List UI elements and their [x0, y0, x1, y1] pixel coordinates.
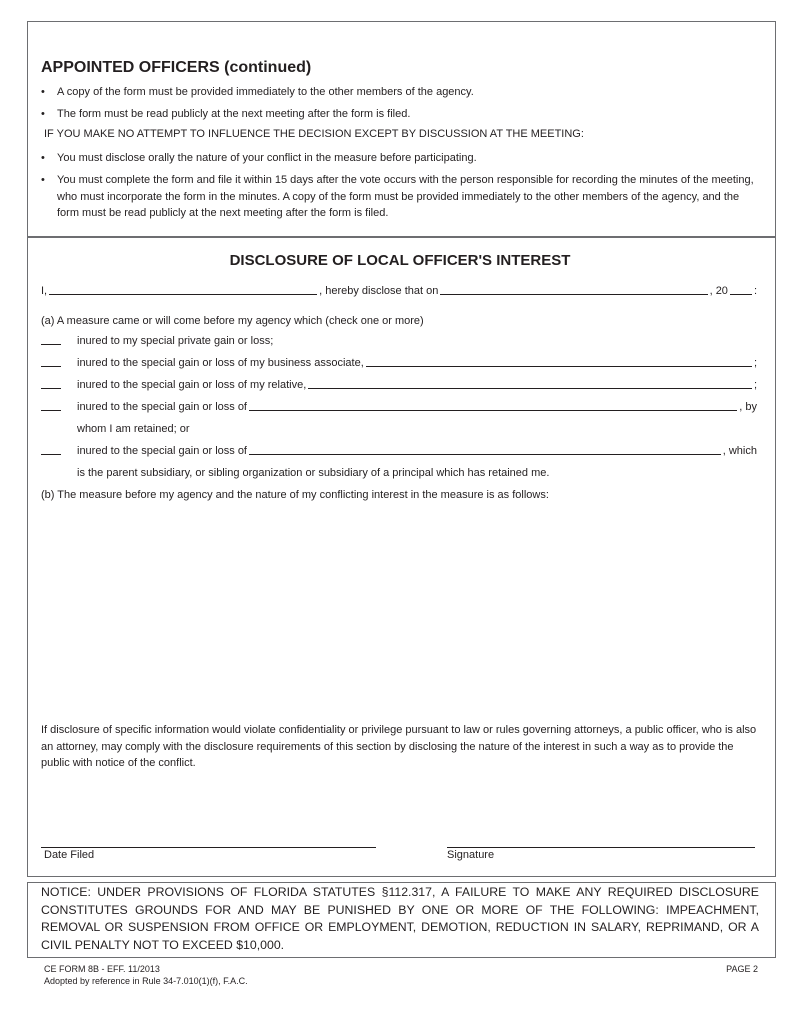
date-field[interactable] [440, 293, 707, 295]
bullet-item: • A copy of the form must be provided immediately to the other members of the agency. [41, 86, 474, 98]
option-checkbox[interactable] [41, 453, 61, 455]
business-associate-field[interactable] [366, 365, 752, 367]
date-filed-label: Date Filed [44, 849, 95, 861]
name-field[interactable] [49, 293, 317, 295]
parent-organization-field[interactable] [249, 453, 721, 455]
retained-by-field[interactable] [249, 409, 737, 411]
appointed-officers-title: APPOINTED OFFICERS (continued) [41, 59, 312, 76]
date-filed-line[interactable] [41, 847, 376, 848]
option-row: inured to the special gain or loss of , which [41, 445, 757, 457]
relative-field[interactable] [308, 387, 752, 389]
option-row: inured to the special gain or loss of , by [41, 401, 757, 413]
option-checkbox[interactable] [41, 365, 61, 367]
form-id: CE FORM 8B - EFF. 11/2013 [44, 964, 160, 974]
option-checkbox[interactable] [41, 343, 61, 345]
bullet-item: • The form must be read publicly at the next meeting after the form is filed. [41, 108, 411, 120]
section-a-label: (a) A measure came or will come before my agency which (check one or more) [41, 315, 424, 327]
conflict-description-area[interactable] [41, 510, 757, 710]
section-b-label: (b) The measure before my agency and the nature of my conflicting interest in the measure is as follows: [41, 489, 549, 501]
adopted-reference: Adopted by reference in Rule 34-7.010(1)(f), F.A.C. [44, 976, 248, 986]
bullet-item: • You must complete the form and file it within 15 days after the vote occurs with the person responsible for recording the minutes of the meeting, who must incorporate the form in the minutes. A copy of the form must be provided immediately to the other members of the agency, and the form must be read publicly at the next meeting after the form is filed. [41, 174, 754, 219]
notice-text: NOTICE: UNDER PROVISIONS OF FLORIDA STATUTES §112.317, A FAILURE TO MAKE ANY REQUIRED DISCLOSURE CONSTITUTES GROUNDS FOR AND MAY BE PUNISHED BY ONE OR MORE OF THE FOLLOWING: IMPEACHMENT, REMOVAL OR SUSPENSION FROM OFFICE OR EMPLOYMENT, DEMOTION, REDUCTION IN SALARY, REPRIMAND, OR A CIVIL PENALTY NOT TO EXCEED $10,000. [41, 885, 759, 952]
disclosure-title: DISCLOSURE OF LOCAL OFFICER'S INTEREST [229, 252, 571, 269]
option-continuation: is the parent subsidiary, or sibling organization or subsidiary of a principal which has retained me. [77, 467, 550, 479]
page-number: PAGE 2 [726, 964, 758, 974]
confidentiality-note: If disclosure of specific information would violate confidentiality or privilege pursuant to law or rules governing attorneys, a public officer, who is also an attorney, may comply with the disclosure requirements of this section by disclosing the nature of the interest in such a way as to provide the public with notice of the conflict. [41, 724, 757, 769]
bullet-item: • You must disclose orally the nature of your conflict in the measure before participating. [41, 152, 477, 164]
name-date-line: I, , hereby disclose that on , 20 : [41, 285, 757, 297]
option-row: inured to the special gain or loss of my business associate, ; [41, 357, 757, 369]
option-checkbox[interactable] [41, 409, 61, 411]
option-row: inured to my special private gain or loss; [41, 335, 757, 347]
option-continuation: whom I am retained; or [77, 423, 190, 435]
discussion-heading: IF YOU MAKE NO ATTEMPT TO INFLUENCE THE DECISION EXCEPT BY DISCUSSION AT THE MEETING: [44, 128, 584, 140]
option-row: inured to the special gain or loss of my relative, ; [41, 379, 757, 391]
signature-label: Signature [447, 849, 495, 861]
option-checkbox[interactable] [41, 387, 61, 389]
year-field[interactable] [730, 293, 752, 295]
signature-line[interactable] [447, 847, 755, 848]
